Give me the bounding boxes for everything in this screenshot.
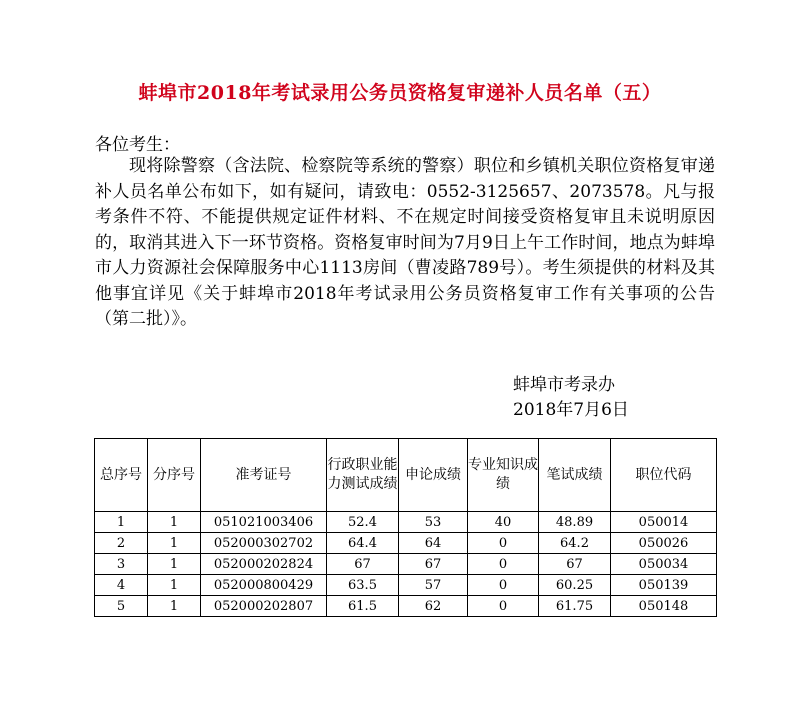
header-cell: 职位代码 bbox=[611, 439, 717, 512]
table-cell: 1 bbox=[148, 512, 201, 533]
table-cell: 050148 bbox=[611, 596, 717, 617]
table-cell: 57 bbox=[399, 575, 468, 596]
table-cell: 050139 bbox=[611, 575, 717, 596]
table-row bbox=[95, 533, 717, 554]
table-cell: 67 bbox=[327, 554, 399, 575]
table-cell: 0 bbox=[468, 554, 539, 575]
table-cell: 1 bbox=[148, 596, 201, 617]
table-cell: 67 bbox=[539, 554, 611, 575]
table-cell: 052000202807 bbox=[201, 596, 327, 617]
table-cell: 67 bbox=[399, 554, 468, 575]
table-cell: 53 bbox=[399, 512, 468, 533]
page-title: 蚌埠市2018年考试录用公务员资格复审递补人员名单（五） bbox=[138, 82, 662, 104]
table-cell: 1 bbox=[148, 533, 201, 554]
header-cell: 专业知识成绩 bbox=[468, 439, 539, 512]
table-cell: 052000202824 bbox=[201, 554, 327, 575]
table-cell: 2 bbox=[95, 533, 148, 554]
table-cell: 1 bbox=[148, 575, 201, 596]
table-cell: 52.4 bbox=[327, 512, 399, 533]
table-cell: 050026 bbox=[611, 533, 717, 554]
table-cell: 052000302702 bbox=[201, 533, 327, 554]
notice-paragraph: 现将除警察（含法院、检察院等系统的警察）职位和乡镇机关职位资格复审递补人员名单公布如下，如有疑问，请致电：0552-3125657、2073578。凡与报考条件不符、不能提供规定证件材料、不在规定时间接受资格复审且未说明原因的，取消其进入下一环节资格。资格复审时间为7月9日上午工作时间，地点为蚌埠市人力资源社会保障服务中心1113房间（曹凌路789号）。考生须提供的材料及其他事宜详见《关于蚌埠市2018年考试录用公务员资格复审工作有关事项的公告（第二批）》。 bbox=[95, 156, 715, 329]
table-cell: 61.5 bbox=[327, 596, 399, 617]
table-cell: 60.25 bbox=[539, 575, 611, 596]
header-cell: 准考证号 bbox=[201, 439, 327, 512]
header-cell: 总序号 bbox=[95, 439, 148, 512]
table-cell: 40 bbox=[468, 512, 539, 533]
table-cell: 0 bbox=[468, 575, 539, 596]
table-cell: 050014 bbox=[611, 512, 717, 533]
table-cell: 051021003406 bbox=[201, 512, 327, 533]
table-cell: 3 bbox=[95, 554, 148, 575]
table-cell: 62 bbox=[399, 596, 468, 617]
table-cell: 050034 bbox=[611, 554, 717, 575]
candidate-table bbox=[94, 438, 717, 617]
header-cell: 分序号 bbox=[148, 439, 201, 512]
greeting: 各位考生： bbox=[95, 135, 180, 155]
header-cell: 申论成绩 bbox=[399, 439, 468, 512]
table-cell: 0 bbox=[468, 533, 539, 554]
header-cell: 行政职业能力测试成绩 bbox=[327, 439, 399, 512]
table-cell: 052000800429 bbox=[201, 575, 327, 596]
table-cell: 61.75 bbox=[539, 596, 611, 617]
table-cell: 64.2 bbox=[539, 533, 611, 554]
table-row bbox=[95, 512, 717, 533]
table-header-row bbox=[95, 439, 717, 512]
issue-date: 2018年7月6日 bbox=[513, 400, 629, 420]
table-cell: 64 bbox=[399, 533, 468, 554]
table-row bbox=[95, 554, 717, 575]
table-cell: 0 bbox=[468, 596, 539, 617]
issuer: 蚌埠市考录办 bbox=[513, 375, 615, 395]
table-row bbox=[95, 575, 717, 596]
table-cell: 1 bbox=[148, 554, 201, 575]
table-cell: 4 bbox=[95, 575, 148, 596]
table-cell: 64.4 bbox=[327, 533, 399, 554]
table-cell: 63.5 bbox=[327, 575, 399, 596]
header-cell: 笔试成绩 bbox=[539, 439, 611, 512]
table-cell: 1 bbox=[95, 512, 148, 533]
table-cell: 5 bbox=[95, 596, 148, 617]
table-row bbox=[95, 596, 717, 617]
table-cell: 48.89 bbox=[539, 512, 611, 533]
